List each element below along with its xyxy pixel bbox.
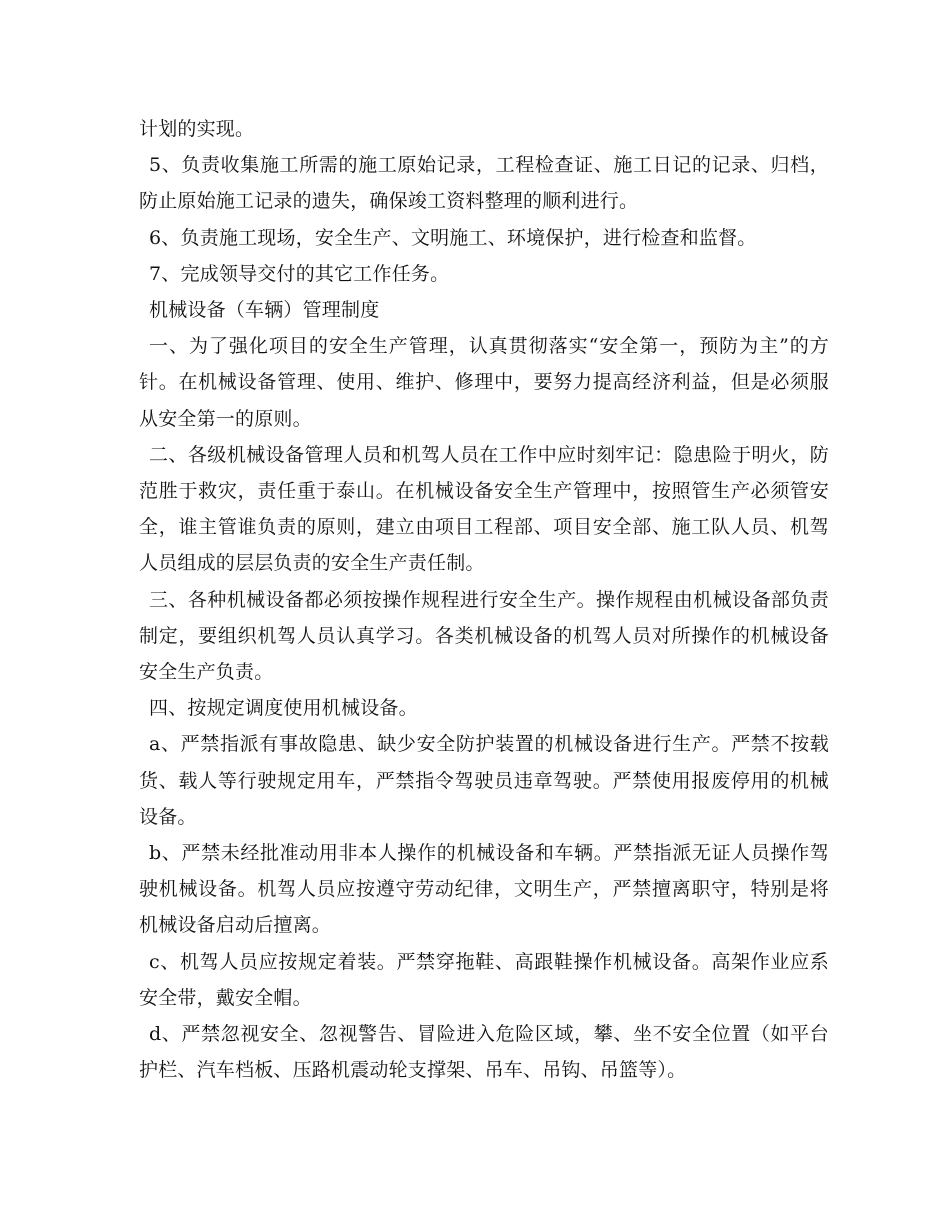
paragraph-item-5: 5、负责收集施工所需的施工原始记录，工程检查证、施工日记的记录、归档，防止原始施工记录的遗失，确保竣工资料整理的顺利进行。 (139, 154, 829, 213)
paragraph-rule-4a: a、严禁指派有事故隐患、缺少安全防护装置的机械设备进行生产。严禁不按载货、载人等行驶规定用车，严禁指令驾驶员违章驾驶。严禁使用报废停用的机械设备。 (139, 733, 829, 828)
paragraph-rule-4: 四、按规定调度使用机械设备。 (149, 697, 418, 720)
paragraph-rule-4c: c、机驾人员应按规定着装。严禁穿拖鞋、高跟鞋操作机械设备。高架作业应系安全带，戴安全帽。 (139, 950, 829, 1009)
paragraph-rule-1: 一、为了强化项目的安全生产管理，认真贯彻落实“安全第一，预防为主”的方针。在机械设备管理、使用、维护、修理中，要努力提高经济利益，但是必须服从安全第一的原则。 (139, 335, 829, 430)
paragraph-rule-3: 三、各种机械设备都必须按操作规程进行安全生产。操作规程由机械设备部负责制定，要组织机驾人员认真学习。各类机械设备的机驾人员对所操作的机械设备安全生产负责。 (139, 588, 829, 684)
paragraph-rule-2: 二、各级机械设备管理人员和机驾人员在工作中应时刻牢记：隐患险于明火，防范胜于救灾，责任重于泰山。在机械设备安全生产管理中，按照管生产必须管安全，谁主管谁负责的原则，建立由项目工程部、项目安全部、施工队人员、机驾人员组成的层层负责的安全生产责任制。 (139, 443, 829, 575)
paragraph-rule-4d: d、严禁忽视安全、忽视警告、冒险进入危险区域，攀、坐不安全位置（如平台护栏、汽车档板、压路机震动轮支撑架、吊车、吊钩、吊篮等）。 (139, 1023, 829, 1082)
paragraph-continuation: 计划的实现。 (139, 118, 255, 140)
paragraph-item-7: 7、完成领导交付的其它工作任务。 (149, 262, 450, 285)
section-heading: 机械设备（车辆）管理制度 (149, 299, 380, 322)
paragraph-item-6: 6、负责施工现场，安全生产、文明施工、环境保护，进行检查和监督。 (149, 226, 757, 249)
document-body (139, 111, 829, 1088)
paragraph-rule-4b: b、严禁未经批准动用非本人操作的机械设备和车辆。严禁指派无证人员操作驾驶机械设备。机驾人员应按遵守劳动纪律，文明生产，严禁擅离职守，特别是将机械设备启动后擅离。 (139, 842, 829, 937)
